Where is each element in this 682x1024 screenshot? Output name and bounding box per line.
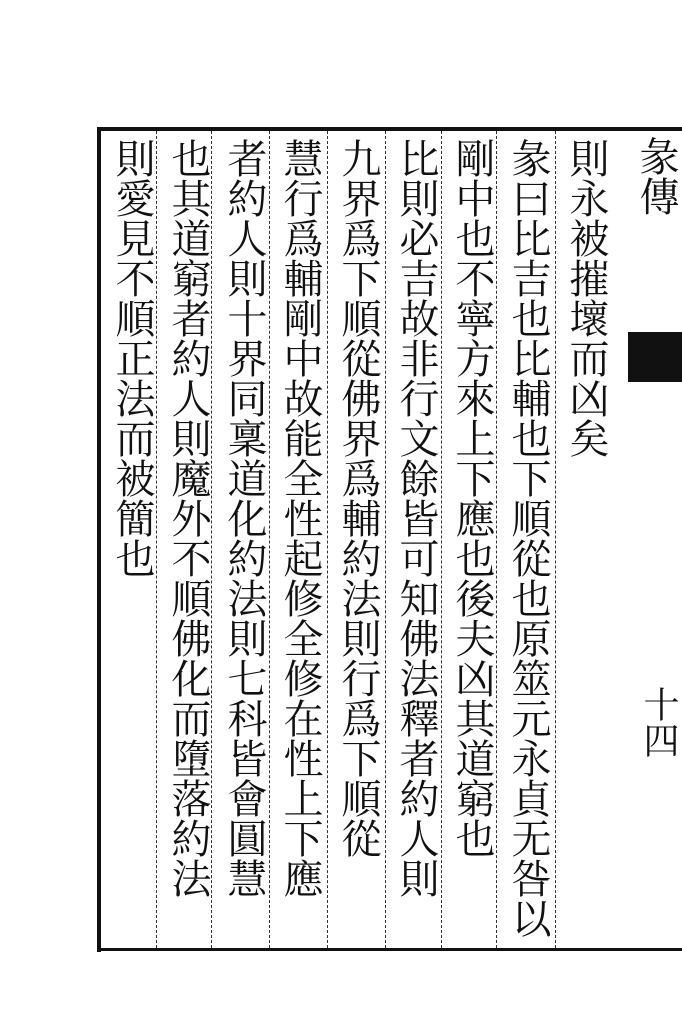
- text-column-9: 則愛見不順正法而被簡也: [109, 138, 155, 578]
- column-rule: [385, 131, 386, 948]
- text-column-8: 也其道窮者約人則魔外不順佛化而墮落約法: [165, 138, 211, 898]
- column-rule: [555, 131, 556, 948]
- text-column-4: 比則必吉故非行文餘皆可知佛法釋者約人則: [393, 138, 439, 898]
- text-column-1: 則永被摧壞而凶矣: [563, 138, 609, 458]
- column-rule: [327, 131, 328, 948]
- text-column-7: 者約人則十界同稟道化約法則七科皆會圓慧: [221, 138, 267, 898]
- frame-top-border: [97, 127, 682, 131]
- cropped-header-fragment: 彖傳: [633, 136, 679, 216]
- text-column-3: 剛中也不寧方來上下應也後夫凶其道窮也: [449, 138, 495, 858]
- text-column-2: 彖曰比吉也比輔也下順從也原筮元永貞无咎以: [505, 138, 551, 938]
- fish-tail-mark: [628, 332, 682, 382]
- frame-bottom-border: [97, 948, 682, 951]
- frame-left-border: [97, 127, 101, 952]
- text-column-5: 九界爲下順從佛界爲輔約法則行爲下順從: [335, 138, 381, 858]
- cropped-page-number-fragment: 十四: [638, 686, 679, 758]
- text-column-6: 慧行爲輔剛中故能全性起修全修在性上下應: [277, 138, 323, 898]
